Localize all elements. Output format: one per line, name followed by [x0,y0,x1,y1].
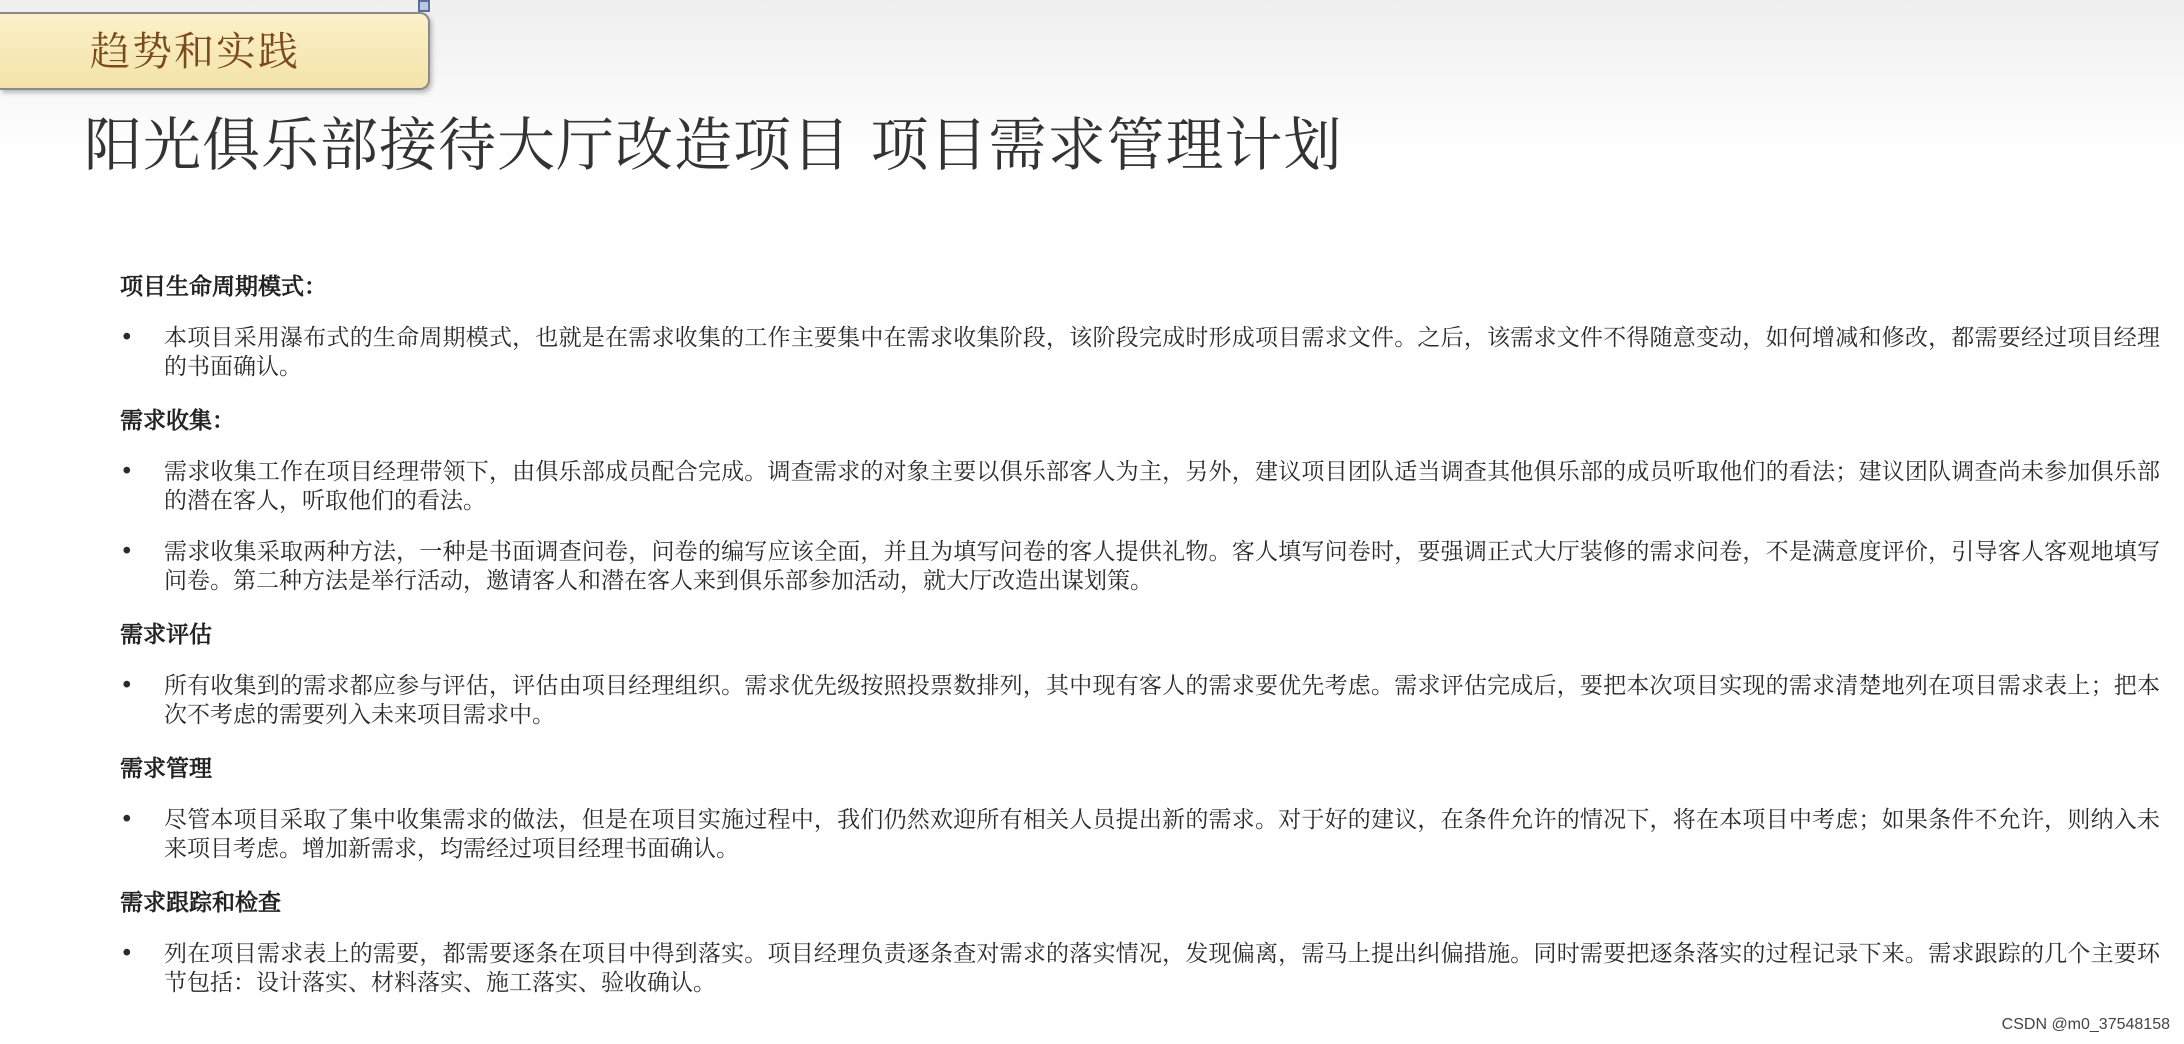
watermark: CSDN @m0_37548158 [2001,1016,2170,1033]
bullet-icon: • [120,459,134,485]
section-tag-label: 趋势和实践 [90,29,300,75]
bullet-icon: • [120,539,134,565]
resize-handle[interactable] [418,0,430,12]
bullet-text: 所有收集到的需求都应参与评估，评估由项目经理组织。需求优先级按照投票数排列，其中现有客人的需求要优先考虑。需求评估完成后，要把本次项目实现的需求清楚地列在项目需求表上；把本次不考虑的需要列入未来项目需求中。 [164,673,2160,728]
section-heading: 项目生命周期模式： [120,274,327,300]
list-item [120,324,2160,382]
section-tracking [120,886,2160,998]
bullet-icon: • [120,941,134,967]
list-item [120,458,2160,516]
bullet-icon: • [120,673,134,699]
section-evaluation [120,618,2160,730]
section-collection [120,404,2160,596]
bullet-text: 需求收集工作在项目经理带领下，由俱乐部成员配合完成。调查需求的对象主要以俱乐部客人为主，另外，建议项目团队适当调查其他俱乐部的成员听取他们的看法；建议团队调查尚未参加俱乐部的潜在客人，听取他们的看法。 [164,459,2160,514]
section-heading: 需求评估 [120,622,212,648]
bullet-text: 需求收集采取两种方法，一种是书面调查问卷，问卷的编写应该全面，并且为填写问卷的客人提供礼物。客人填写问卷时，要强调正式大厅装修的需求问卷，不是满意度评价，引导客人客观地填写问卷。第二种方法是举行活动，邀请客人和潜在客人来到俱乐部参加活动，就大厅改造出谋划策。 [164,539,2160,594]
bullet-icon: • [120,325,134,351]
section-heading: 需求跟踪和检查 [120,890,281,916]
section-heading: 需求管理 [120,756,212,782]
list-item [120,806,2160,864]
list-item [120,940,2160,998]
list-item [120,672,2160,730]
slide-content [120,270,2160,1020]
bullet-text: 尽管本项目采取了集中收集需求的做法，但是在项目实施过程中，我们仍然欢迎所有相关人员提出新的需求。对于好的建议，在条件允许的情况下，将在本项目中考虑；如果条件不允许，则纳入未来项目考虑。增加新需求，均需经过项目经理书面确认。 [164,807,2160,862]
bullet-text: 本项目采用瀑布式的生命周期模式，也就是在需求收集的工作主要集中在需求收集阶段，该阶段完成时形成项目需求文件。之后，该需求文件不得随意变动，如何增减和修改，都需要经过项目经理的书面确认。 [164,325,2160,380]
section-tag [0,12,430,90]
page-title: 阳光俱乐部接待大厅改造项目 项目需求管理计划 [84,111,1343,179]
bullet-icon: • [120,807,134,833]
section-management [120,752,2160,864]
bullet-text: 列在项目需求表上的需要，都需要逐条在项目中得到落实。项目经理负责逐条查对需求的落实情况，发现偏离，需马上提出纠偏措施。同时需要把逐条落实的过程记录下来。需求跟踪的几个主要环节包括：设计落实、材料落实、施工落实、验收确认。 [164,941,2160,996]
list-item [120,538,2160,596]
section-heading: 需求收集： [120,408,235,434]
section-lifecycle [120,270,2160,382]
